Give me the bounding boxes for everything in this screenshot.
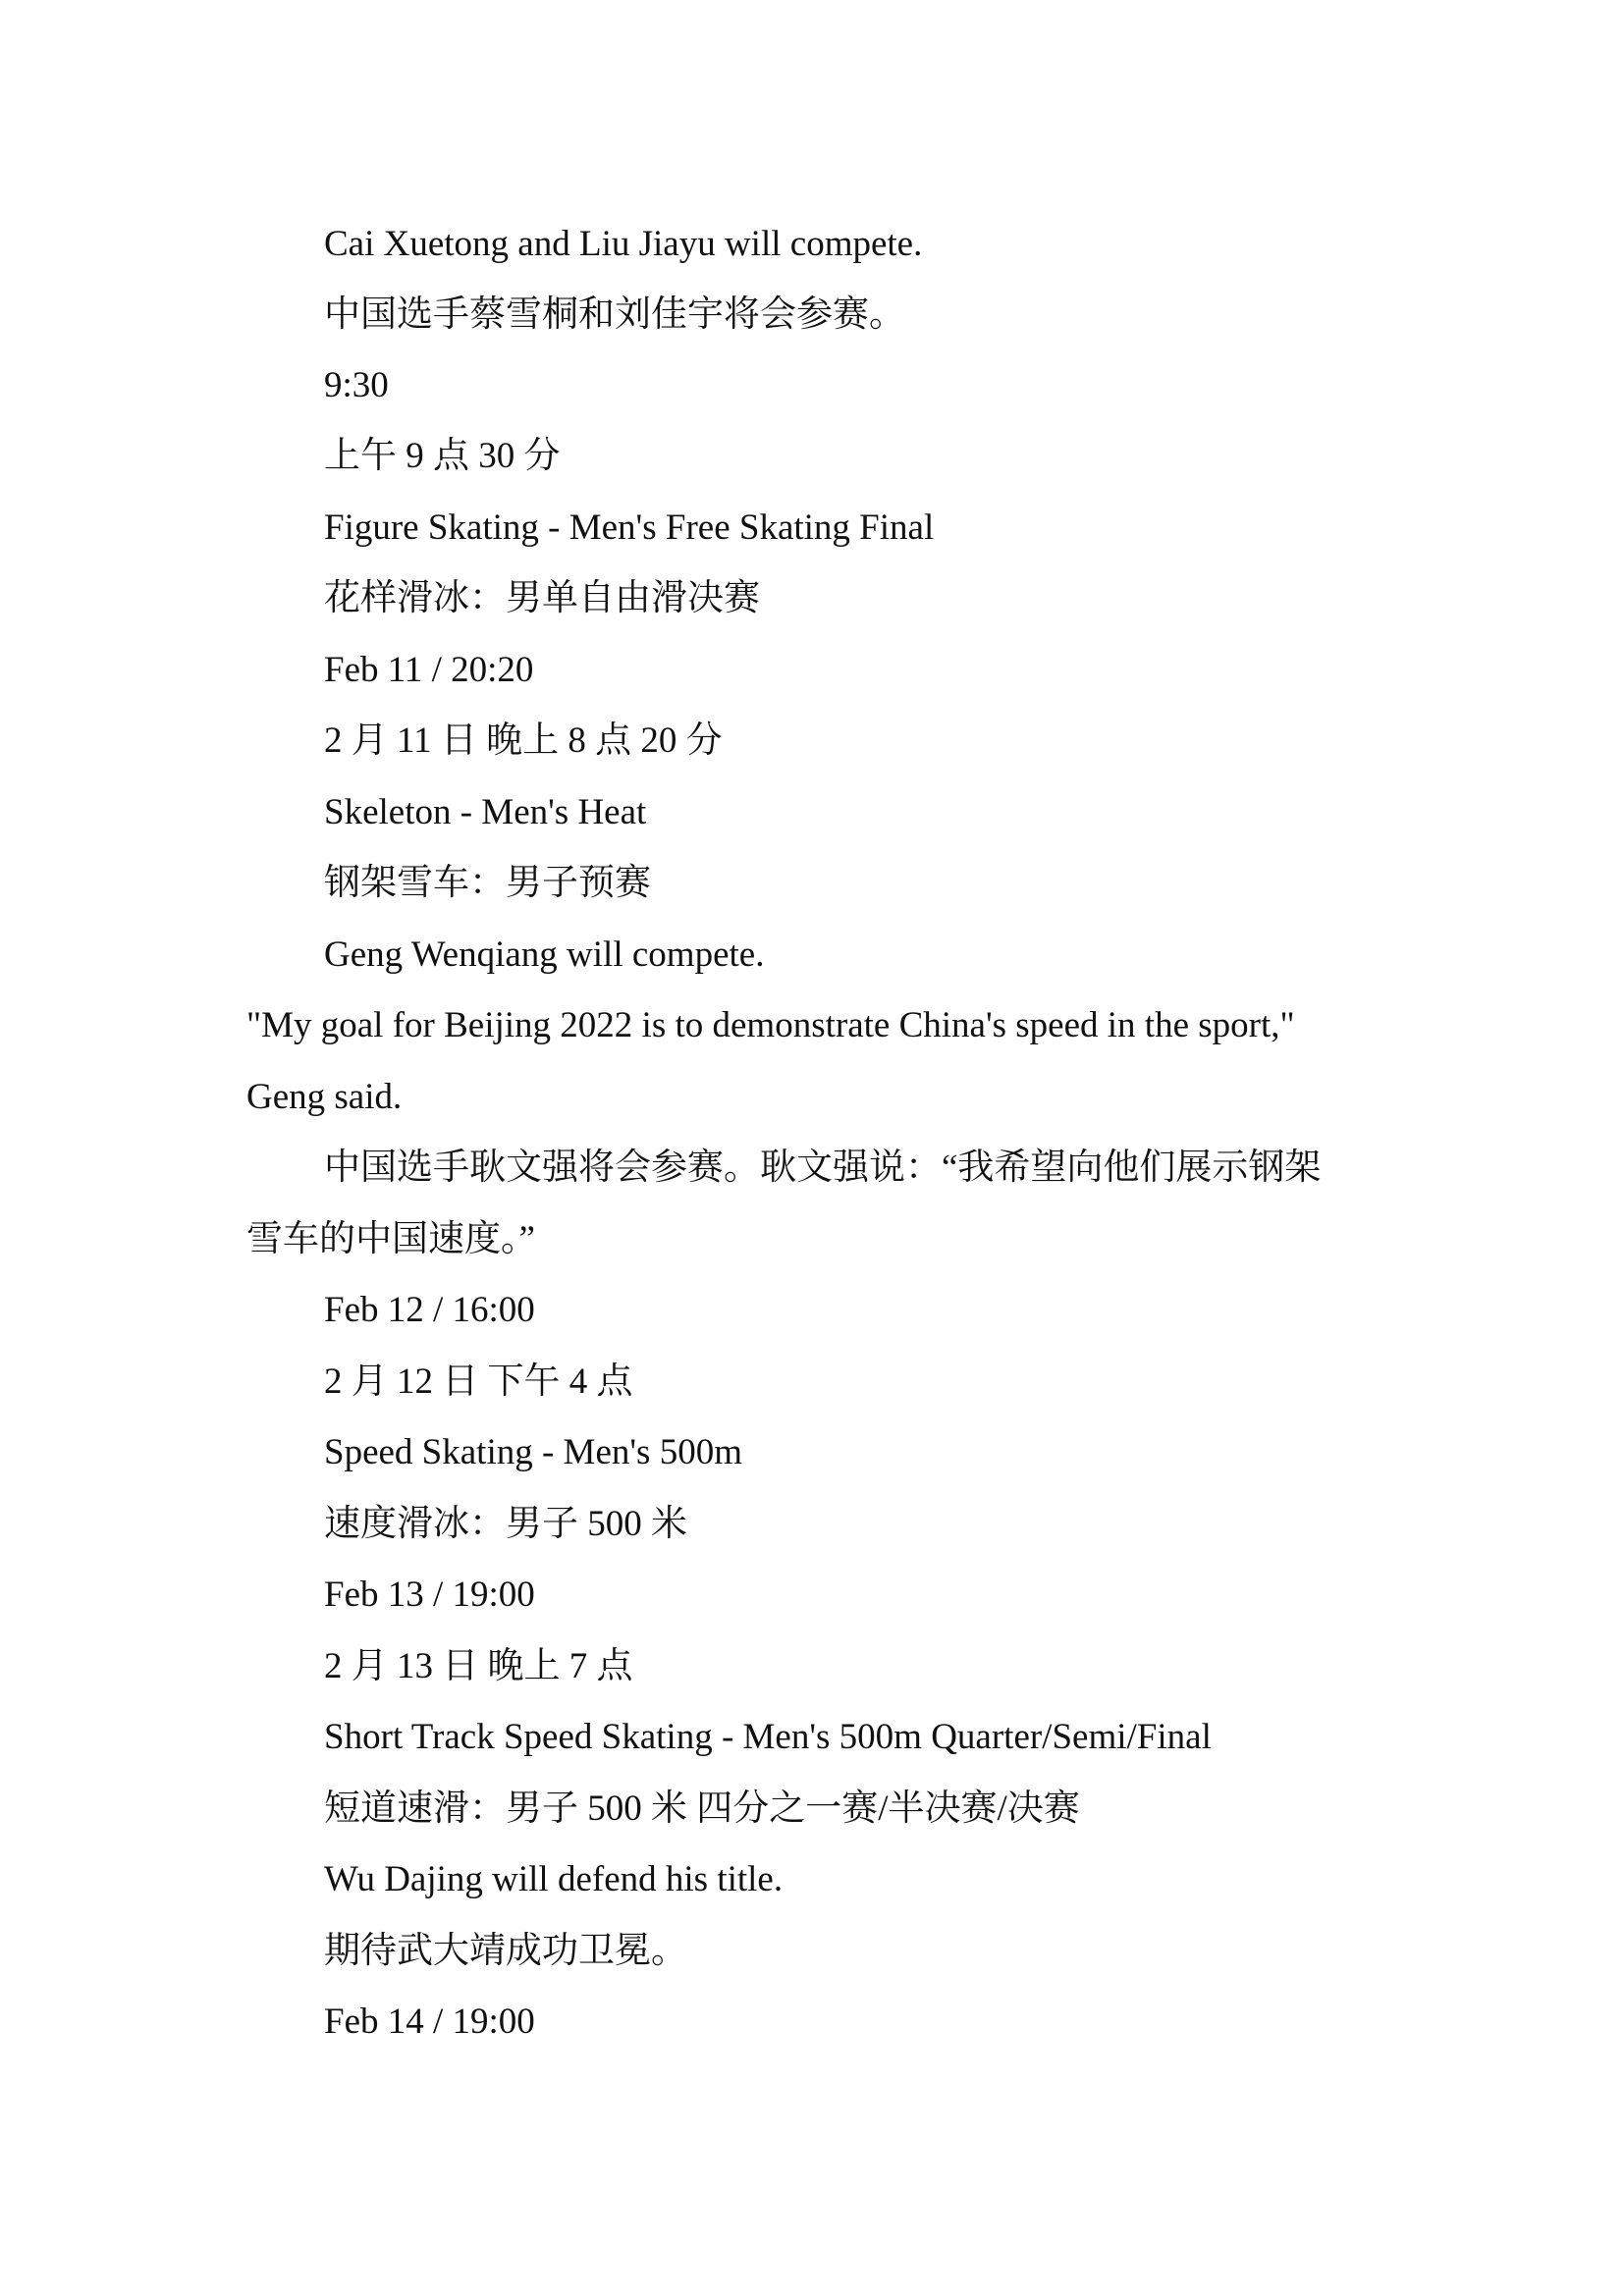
text-line: 2 月 13 日 晚上 7 点 [324,1646,633,1686]
text-line: Figure Skating - Men's Free Skating Final [324,507,935,548]
text-line: 2 月 11 日 晚上 8 点 20 分 [324,721,723,761]
text-line: 速度滑冰：男子 500 米 [324,1504,687,1544]
text-line: Feb 14 / 19:00 [324,2002,535,2042]
text-line: Feb 13 / 19:00 [324,1575,535,1615]
text-line: 雪车的中国速度。” [246,1219,535,1259]
text-line: 中国选手耿文强将会参赛。耿文强说：“我希望向他们展示钢架 [324,1148,1322,1188]
text-line: Cai Xuetong and Liu Jiayu will compete. [324,224,923,264]
text-line: 钢架雪车：男子预赛 [324,863,651,903]
text-line: "My goal for Beijing 2022 is to demonstrate China's speed in the sport," [246,1005,1295,1045]
text-line: Wu Dajing will defend his title. [324,1859,784,1899]
text-line: Geng said. [246,1077,403,1117]
text-line: 花样滑冰：男单自由滑决赛 [324,578,760,618]
text-line: 期待武大靖成功卫冕。 [324,1931,687,1971]
text-line: 上午 9 点 30 分 [324,436,561,476]
text-line: Skeleton - Men's Heat [324,792,647,832]
text-line: 2 月 12 日 下午 4 点 [324,1362,633,1402]
text-line: Short Track Speed Skating - Men's 500m Quarter/Semi/Final [324,1717,1212,1757]
text-line: Speed Skating - Men's 500m [324,1432,742,1472]
text-line: 短道速滑：男子 500 米 四分之一赛/半决赛/决赛 [324,1789,1080,1829]
text-line: Geng Wenqiang will compete. [324,934,765,975]
text-line: Feb 12 / 16:00 [324,1290,535,1330]
text-line: 9:30 [324,365,389,405]
text-line: 中国选手蔡雪桐和刘佳宇将会参赛。 [324,294,905,335]
text-line: Feb 11 / 20:20 [324,650,534,690]
